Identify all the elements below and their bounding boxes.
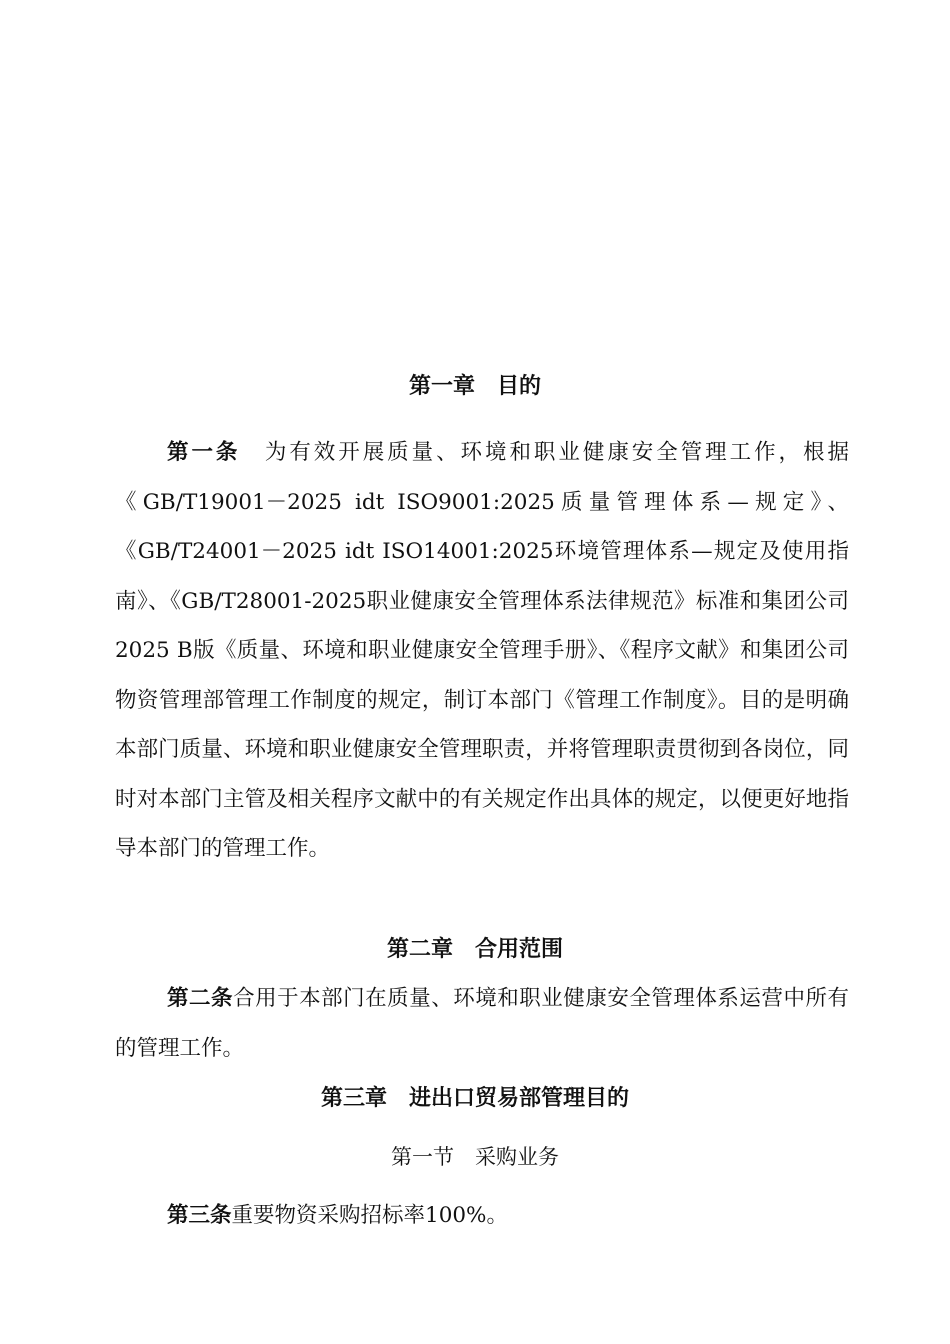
article-1-text: 为有效开展质量、环境和职业健康安全管理工作，根据《GB/T19001－2025 idt ISO9001:2025质量管理体系—规定》、《GB/T24001－2025 idt ISO14001:2025环境管理体系—规定及使用指南》、《GB/T28001-2025职业健康安全管理体系法律规范》标准和集团公司2025 B版《质量、环境和职业健康安全管理手册》、《程序文献》和集团公司物资管理部管理工作制度的规定，制订本部门《管理工作制度》。目的是明确本部门质量、环境和职业健康安全管理职责，并将管理职责贯彻到各岗位，同时对本部门主管及相关程序文献中的有关规定作出具体的规定，以便更好地指导本部门的管理工作。 — [115, 440, 849, 861]
article-1 — [115, 428, 849, 874]
section-1-title: 第一节 采购业务 — [391, 1145, 559, 1169]
article-2-label: 第二条 — [167, 986, 234, 1011]
chapter-1-title: 第一章 目的 — [408, 374, 541, 399]
article-3-text: 重要物资采购招标率100%。 — [231, 1203, 508, 1228]
chapter-3-title: 第三章 进出口贸易部管理目的 — [320, 1086, 629, 1111]
article-3 — [115, 1191, 849, 1241]
article-2-text: 合用于本部门在质量、环境和职业健康安全管理体系运营中所有的管理工作。 — [115, 986, 849, 1061]
chapter-2-title: 第二章 合用范围 — [386, 937, 563, 962]
article-3-label: 第三条 — [167, 1203, 232, 1228]
article-1-label: 第一条 — [167, 440, 241, 465]
article-2 — [115, 974, 849, 1073]
